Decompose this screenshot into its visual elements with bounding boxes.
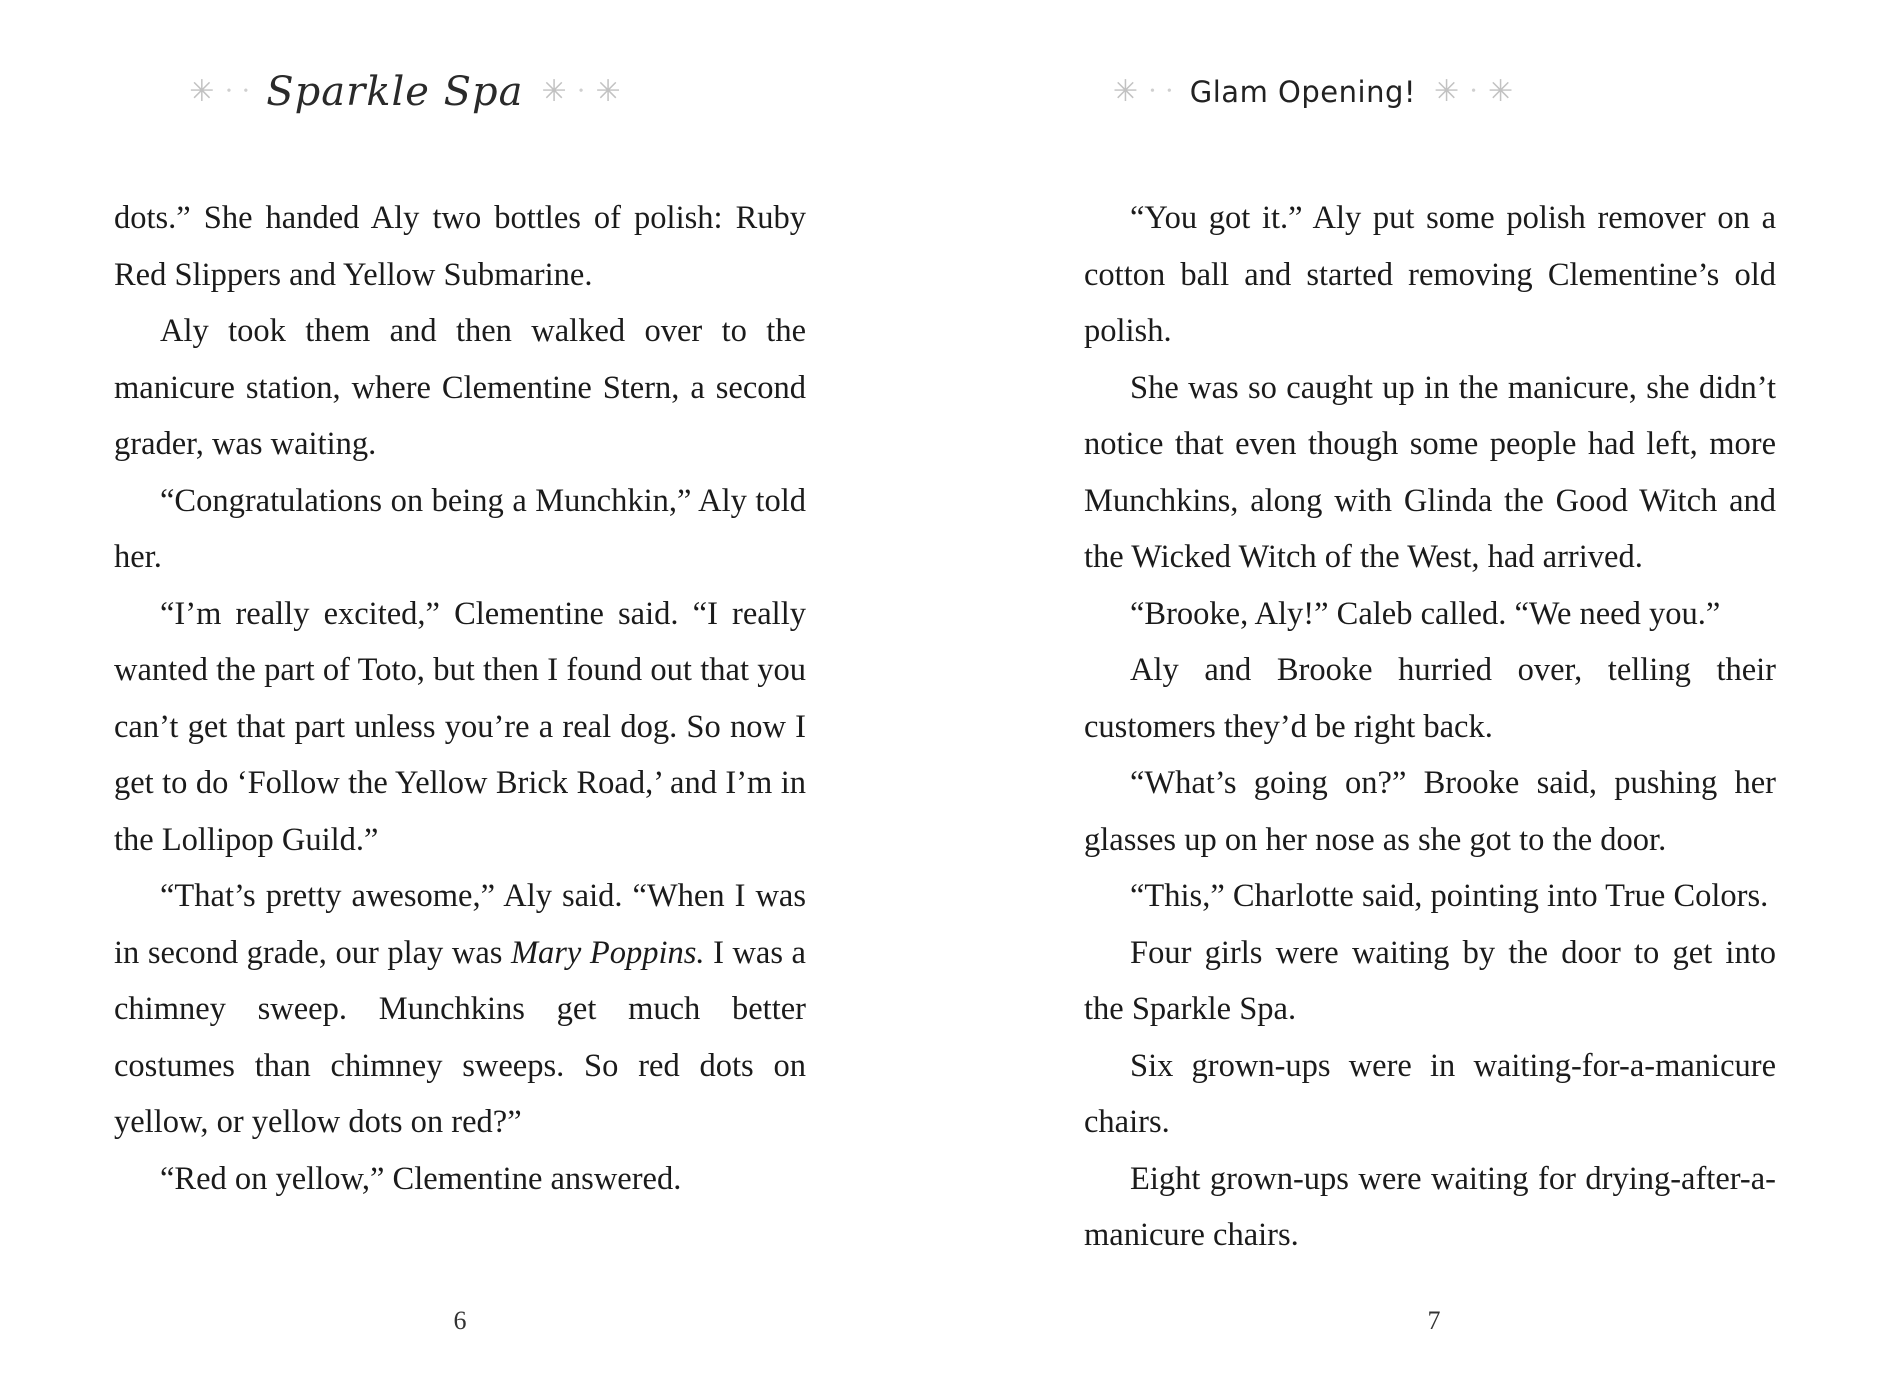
small-dot-icon: • (226, 84, 232, 99)
sparkle-star-icon: ✳ (541, 75, 567, 108)
page-number: 7 (1427, 1306, 1441, 1335)
paragraph: “Red on yellow,” Clementine answered. (160, 1160, 682, 1197)
sparkle-star-icon: ✳ (595, 75, 621, 108)
sparkle-star-icon: ✳ (1112, 75, 1138, 108)
paragraph: “What’s going on?” Brooke said, pushing her glasses up on her nose as she got to the door. (1084, 765, 1776, 858)
small-dot-icon: • (243, 84, 249, 99)
running-header-left (80, 62, 730, 122)
paragraph: “Congratulations on being a Munchkin,” Aly told her. (114, 482, 806, 575)
paragraph: “I’m really excited,” Clementine said. “I really wanted the part of Toto, but then I found out that you can’t get that part unless you’re a real dog. So now I get to do ‘Follow the Yellow Brick Road,’ and I’m in the Lollipop Guild.” (114, 595, 806, 858)
paragraph: She was so caught up in the manicure, she didn’t notice that even though some people had left, more Munchkins, along with Glinda the Good Witch and the Wicked Witch of the West, had arrived. (1084, 369, 1776, 575)
sparkle-star-icon: ✳ (189, 75, 215, 108)
small-dot-icon: • (1149, 84, 1155, 99)
ornament-right-b (1434, 77, 1513, 107)
paragraph (114, 868, 806, 1151)
book-title: Sparkle Spa (266, 69, 524, 115)
paragraph: “This,” Charlotte said, pointing into True Colors. (1130, 878, 1769, 914)
paragraph-text: “That’s pretty awesome,” Aly said. “When I was in second grade, our play was (114, 878, 806, 971)
chapter-title: Glam Opening! (1189, 75, 1416, 109)
paragraph: Aly and Brooke hurried over, telling their customers they’d be right back. (1084, 652, 1776, 745)
ornament-right-a (1113, 77, 1172, 107)
body-text-right (1084, 190, 1776, 1264)
body-text-left (114, 190, 806, 1207)
small-dot-icon: • (1166, 84, 1172, 99)
paragraph: “You got it.” Aly put some polish remover on a cotton ball and started removing Clementine’s old polish. (1084, 200, 1776, 349)
small-dot-icon: • (1471, 84, 1477, 99)
paragraph: dots.” She handed Aly two bottles of polish: Ruby Red Slippers and Yellow Submarine. (114, 200, 806, 293)
sparkle-star-icon: ✳ (1488, 75, 1514, 108)
ornament-left-b (542, 77, 621, 107)
italic-title: Mary Poppins. (510, 934, 705, 971)
sparkle-star-icon: ✳ (1433, 75, 1460, 108)
paragraph: Four girls were waiting by the door to get into the Sparkle Spa. (1084, 934, 1776, 1027)
right-page (938, 0, 1877, 1396)
paragraph: “Brooke, Aly!” Caleb called. “We need you.” (1130, 595, 1721, 632)
small-dot-icon: • (578, 84, 584, 99)
paragraph-text: I was a chimney sweep. Munchkins get much better costumes than chimney sweeps. So red dots on yellow, or yellow dots on red?” (114, 934, 806, 1140)
running-header-right (988, 62, 1638, 122)
page-number: 6 (453, 1306, 467, 1335)
paragraph: Eight grown-ups were waiting for drying-after-a-manicure chairs. (1084, 1160, 1776, 1253)
ornament-left-a (189, 77, 248, 107)
left-page (0, 0, 938, 1396)
paragraph: Six grown-ups were in waiting-for-a-manicure chairs. (1084, 1047, 1776, 1140)
paragraph: Aly took them and then walked over to the manicure station, where Clementine Stern, a second grader, was waiting. (114, 313, 806, 462)
